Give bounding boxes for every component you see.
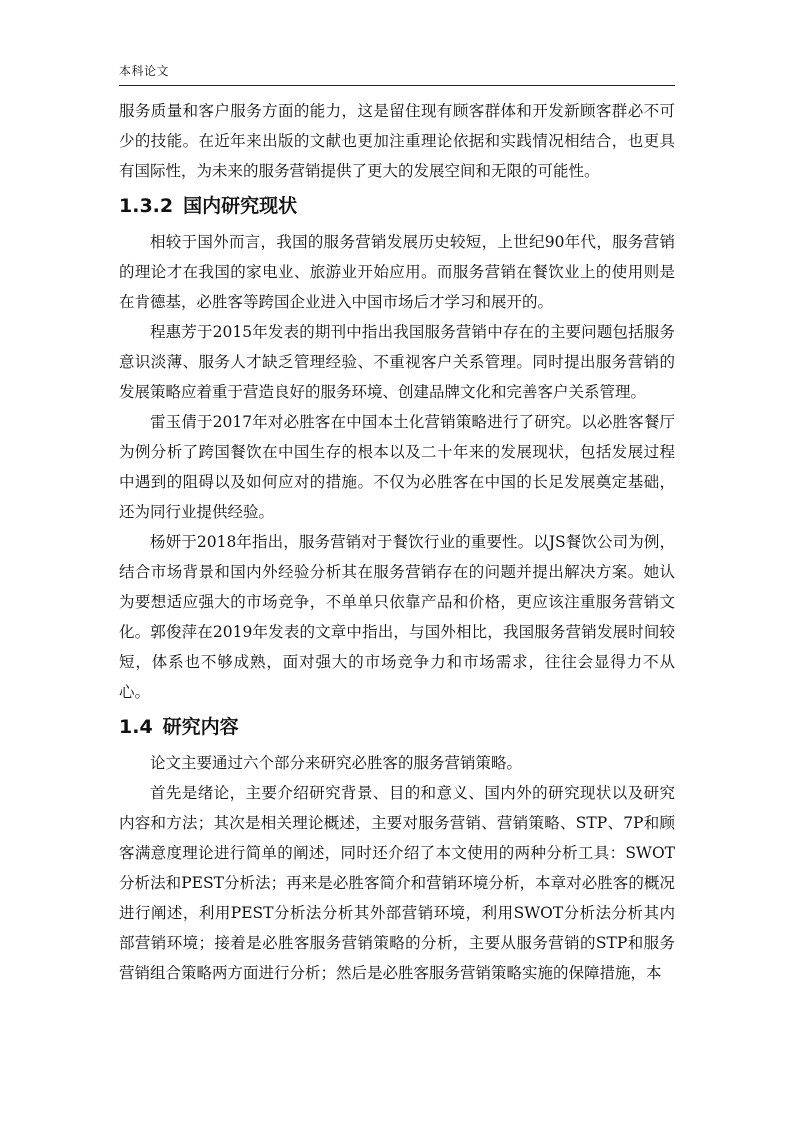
- paragraph-domestic-2: 程惠芳于2015年发表的期刊中指出我国服务营销中存在的主要问题包括服务意识淡薄、服务人才缺乏管理经验、不重视客户关系管理。同时提出服务营销的发展策略应着重于营造良好的服务环境、创建品牌文化和完善客户关系管理。: [119, 323, 675, 401]
- page-header: 本科论文: [119, 64, 170, 78]
- section-title: 国内研究现状: [183, 195, 298, 217]
- paragraph-content-1: 论文主要通过六个部分来研究必胜客的服务营销策略。: [150, 754, 523, 772]
- paragraph-intro: 服务质量和客户服务方面的能力，这是留住现有顾客群体和开发新顾客群必不可少的技能。在近年来出版的文献也更加注重理论依据和实践情况相结合，也更具有国际性，为未来的服务营销提供了更大的发展空间和无限的可能性。: [119, 102, 675, 180]
- section-title: 研究内容: [162, 716, 239, 738]
- page-body: [119, 96, 675, 988]
- paragraph-domestic-4: 杨妍于2018年指出，服务营销对于餐饮行业的重要性。以JS餐饮公司为例，结合市场背景和国内外经验分析其在服务营销存在的问题并提出解决方案。她认为要想适应强大的市场竞争，不单单只依靠产品和价格，更应该注重服务营销文化。郭俊萍在2019年发表的文章中指出，与国外相比，我国服务营销发展时间较短，体系也不够成熟，面对强大的市场竞争力和市场需求，往往会显得力不从心。: [119, 533, 675, 701]
- paragraph-domestic-1: 相较于国外而言，我国的服务营销发展历史较短，上世纪90年代，服务营销的理论才在我国的家电业、旅游业开始应用。而服务营销在餐饮业上的使用则是在肯德基，必胜客等跨国企业进入中国市场后才学习和展开的。: [119, 233, 675, 311]
- section-number: 1.4: [119, 716, 153, 738]
- paragraph-content-2: 首先是绪论，主要介绍研究背景、目的和意义、国内外的研究现状以及研究内容和方法；其次是相关理论概述，主要对服务营销、营销策略、STP、7P和顾客满意度理论进行简单的阐述，同时还介绍了本文使用的两种分析工具：SWOT分析法和PEST分析法；再来是必胜客简介和营销环境分析，本章对必胜客的概况进行阐述，利用PEST分析法分析其外部营销环境，利用SWOT分析法分析其内部营销环境；接着是必胜客服务营销策略的分析，主要从服务营销的STP和服务营销组合策略两方面进行分析；然后是必胜客服务营销策略实施的保障措施，本: [119, 784, 675, 982]
- header-divider: [119, 85, 675, 86]
- paragraph-domestic-3: 雷玉倩于2017年对必胜客在中国本土化营销策略进行了研究。以必胜客餐厅为例分析了跨国餐饮在中国生存的根本以及二十年来的发展现状，包括发展过程中遇到的阻碍以及如何应对的措施。不仅为必胜客在中国的长足发展奠定基础，还为同行业提供经验。: [119, 413, 675, 521]
- section-heading-domestic-research: [119, 186, 675, 227]
- section-number: 1.3.2: [119, 195, 174, 217]
- section-heading-research-content: [119, 707, 675, 748]
